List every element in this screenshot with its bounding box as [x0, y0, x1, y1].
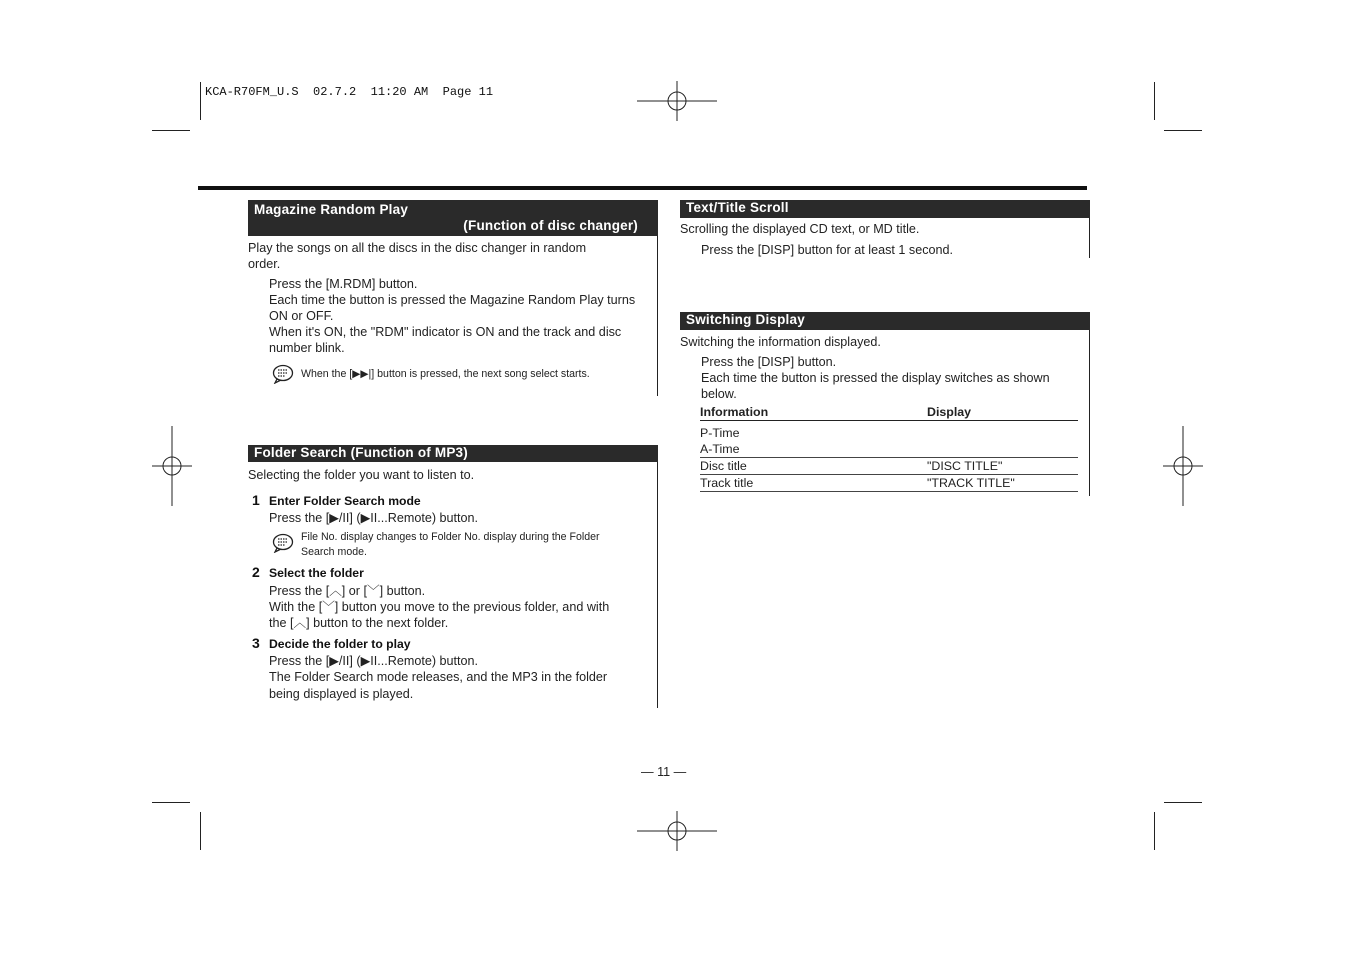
page-number: — 11 — — [641, 765, 687, 779]
crop-mark — [1154, 812, 1155, 850]
table-cell: "DISC TITLE" — [927, 457, 1078, 474]
section-subtitle: (Function of disc changer) — [463, 218, 638, 233]
crop-mark — [152, 802, 190, 803]
top-rule — [198, 186, 1087, 190]
step-number: 2 — [252, 564, 260, 580]
registration-mark-icon — [1143, 426, 1223, 506]
table-row — [700, 421, 1078, 441]
crop-mark — [200, 82, 201, 120]
column-divider — [657, 236, 658, 396]
registration-mark-icon — [637, 61, 717, 141]
step-title: Decide the folder to play — [269, 637, 411, 651]
instruction-text: Press the [DISP] button. — [701, 355, 837, 369]
section-header-magazine-random-play — [248, 200, 658, 236]
detail-text: Each time the button is pressed the display switches as shown — [701, 371, 1050, 385]
table-cell — [927, 441, 1078, 458]
section-title: Magazine Random Play — [254, 202, 409, 217]
step-title: Enter Folder Search mode — [269, 494, 421, 508]
intro-text: Selecting the folder you want to listen to. — [248, 468, 475, 482]
detail-text: ON or OFF. — [269, 309, 334, 323]
detail-text: below. — [701, 387, 737, 401]
crop-mark — [1154, 82, 1155, 120]
note-icon — [272, 364, 294, 384]
section-header-text-title-scroll — [680, 200, 1090, 218]
crop-mark — [200, 812, 201, 850]
step-text: With the [﹀] button you move to the previous folder, and with — [269, 600, 610, 614]
note-text: Search mode. — [301, 546, 367, 558]
section-header-folder-search — [248, 445, 658, 462]
detail-text: Each time the button is pressed the Magazine Random Play turns — [269, 293, 636, 307]
column-divider — [1089, 330, 1090, 496]
table-header-row — [700, 404, 1078, 421]
table-row — [700, 474, 1078, 491]
crop-mark — [152, 130, 190, 131]
table-row — [700, 441, 1078, 458]
table-cell: P-Time — [700, 425, 740, 440]
step-text: Press the [▶/II] (▶II...Remote) button. — [269, 654, 479, 668]
column-divider — [1089, 218, 1090, 258]
display-table — [700, 404, 1078, 492]
instruction-text: Press the [DISP] button for at least 1 second. — [701, 243, 954, 257]
note-text: File No. display changes to Folder No. display during the Folder — [301, 531, 600, 543]
step-text: Press the [︿] or [﹀] button. — [269, 584, 426, 598]
step-title: Select the folder — [269, 566, 364, 580]
step-number: 1 — [252, 492, 260, 508]
instruction-text: Press the [M.RDM] button. — [269, 277, 418, 291]
table-cell: Disc title — [700, 457, 927, 474]
section-title: Text/Title Scroll — [686, 200, 789, 215]
section-title: Switching Display — [686, 312, 805, 327]
table-header: Display — [927, 404, 1078, 421]
table-cell: "TRACK TITLE" — [927, 474, 1078, 491]
step-text: Press the [▶/II] (▶II...Remote) button. — [269, 511, 479, 525]
note-icon — [272, 533, 294, 553]
section-title: Folder Search (Function of MP3) — [254, 445, 468, 460]
column-divider — [657, 462, 658, 708]
table-row — [700, 457, 1078, 474]
step-text: the [︿] button to the next folder. — [269, 616, 449, 630]
table-cell: A-Time — [700, 441, 927, 458]
table-header: Information — [700, 404, 927, 421]
table-cell — [927, 421, 1078, 441]
intro-text: Scrolling the displayed CD text, or MD title. — [680, 222, 920, 236]
detail-text: number blink. — [269, 341, 345, 355]
registration-mark-icon — [637, 791, 717, 871]
note-text: When the [▶▶|] button is pressed, the next song select starts. — [301, 368, 590, 380]
section-header-switching-display — [680, 312, 1090, 330]
step-text: being displayed is played. — [269, 687, 414, 701]
intro-text: Switching the information displayed. — [680, 335, 881, 349]
crop-mark — [1164, 130, 1202, 131]
intro-text: order. — [248, 257, 281, 271]
intro-text: Play the songs on all the discs in the disc changer in random — [248, 241, 587, 255]
step-number: 3 — [252, 635, 260, 651]
crop-mark — [1164, 802, 1202, 803]
registration-mark-icon — [132, 426, 212, 506]
print-slug: KCA-R70FM_U.S 02.7.2 11:20 AM Page 11 — [205, 85, 494, 99]
detail-text: When it's ON, the "RDM" indicator is ON and the track and disc — [269, 325, 622, 339]
step-text: The Folder Search mode releases, and the MP3 in the folder — [269, 670, 608, 684]
table-cell: Track title — [700, 474, 927, 491]
